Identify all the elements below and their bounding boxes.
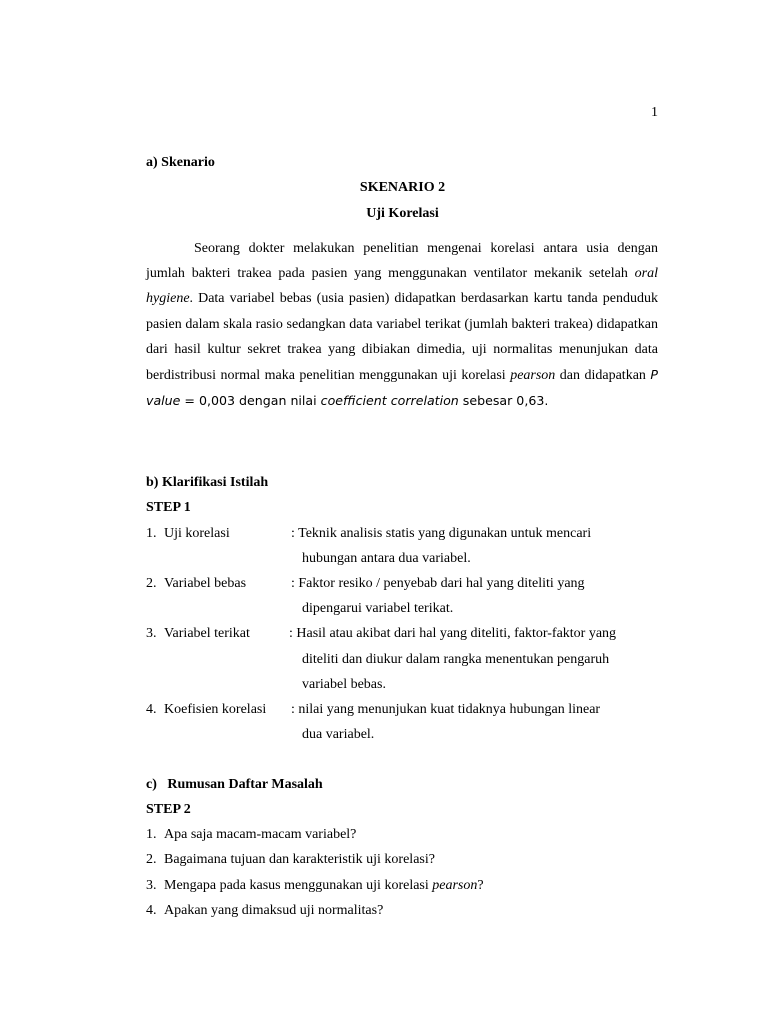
- page-number: 1: [651, 105, 658, 120]
- question-number: 3.: [146, 878, 157, 893]
- question-text: Mengapa pada kasus menggunakan uji korelasi: [164, 878, 433, 893]
- definition-term: Koefisien korelasi: [164, 702, 267, 717]
- question-text: Apa saja macam-macam variabel?: [164, 827, 357, 842]
- definition-number: 4.: [146, 702, 157, 717]
- paragraph-italic-p-value: P value: [146, 367, 659, 409]
- definition-term: Uji korelasi: [164, 526, 230, 541]
- definition-text: : Hasil atau akibat dari hal yang diteliti, faktor-faktor yang: [289, 626, 617, 641]
- question-number: 1.: [146, 827, 157, 842]
- section-a-heading: a) Skenario: [146, 155, 215, 170]
- definition-text: : nilai yang menunjukan kuat tidaknya hubungan linear: [291, 702, 601, 717]
- paragraph-text: . Data variabel bebas (usia pasien) didapatkan berdasarkan kartu tanda penduduk pasien dalam skala rasio sedangkan data variabel terikat (jumlah bakteri trakea) didapatkan dari hasil kultur sekret trakea yang dibiakan dimedia, uji normalitas menunjukan data berdistribusi normal maka penelitian menggunakan uji korelasi: [146, 291, 658, 384]
- question-text: Apakan yang dimaksud uji normalitas?: [164, 903, 384, 918]
- definition-number: 2.: [146, 576, 157, 591]
- question-punctuation: ?: [477, 878, 484, 893]
- definition-text: dua variabel.: [302, 727, 375, 742]
- question-number: 4.: [146, 903, 157, 918]
- definition-number: 1.: [146, 526, 157, 541]
- scenario-title: SKENARIO 2: [359, 180, 446, 195]
- paragraph-text-sans: dengan nilai: [235, 393, 321, 409]
- question-text-wrap: [164, 878, 484, 894]
- scenario-subtitle: Uji Korelasi: [366, 206, 439, 221]
- definition-text: : Teknik analisis statis yang digunakan untuk mencari: [291, 526, 592, 541]
- definition-term: Variabel terikat: [164, 626, 250, 641]
- section-c-heading: c) Rumusan Daftar Masalah: [146, 777, 323, 792]
- step-2-label: STEP 2: [146, 802, 191, 817]
- paragraph-italic-oral-hygiene: oral hygiene: [146, 266, 658, 307]
- definition-text: : Faktor resiko / penyebab dari hal yang diteliti yang: [291, 576, 585, 591]
- paragraph-italic-coefficient: coefficient correlation: [320, 393, 459, 409]
- question-number: 2.: [146, 852, 157, 867]
- definition-text: diteliti dan diukur dalam rangka menentukan pengaruh: [302, 652, 610, 667]
- definition-number: 3.: [146, 626, 157, 641]
- paragraph-text: Seorang dokter melakukan penelitian mengenai korelasi antara usia dengan jumlah bakteri trakea pada pasien yang menggunakan ventilator mekanik setelah: [146, 241, 658, 282]
- paragraph-text: dan didapatkan: [555, 368, 651, 384]
- step-1-label: STEP 1: [146, 500, 191, 515]
- definition-text: variabel bebas.: [302, 677, 386, 692]
- section-b-heading: b) Klarifikasi Istilah: [146, 475, 269, 490]
- definition-term: Variabel bebas: [164, 576, 247, 591]
- definition-text: hubungan antara dua variabel.: [302, 551, 471, 566]
- scenario-paragraph: [146, 236, 658, 414]
- definition-text: dipengarui variabel terikat.: [302, 601, 454, 616]
- question-text: Bagaimana tujuan dan karakteristik uji korelasi?: [164, 852, 435, 867]
- paragraph-text-sans: sebesar 0,63.: [458, 393, 549, 409]
- paragraph-p-value-number: = 0,003: [180, 393, 236, 409]
- paragraph-italic-pearson: pearson: [510, 368, 556, 384]
- question-italic-pearson: pearson: [432, 878, 478, 893]
